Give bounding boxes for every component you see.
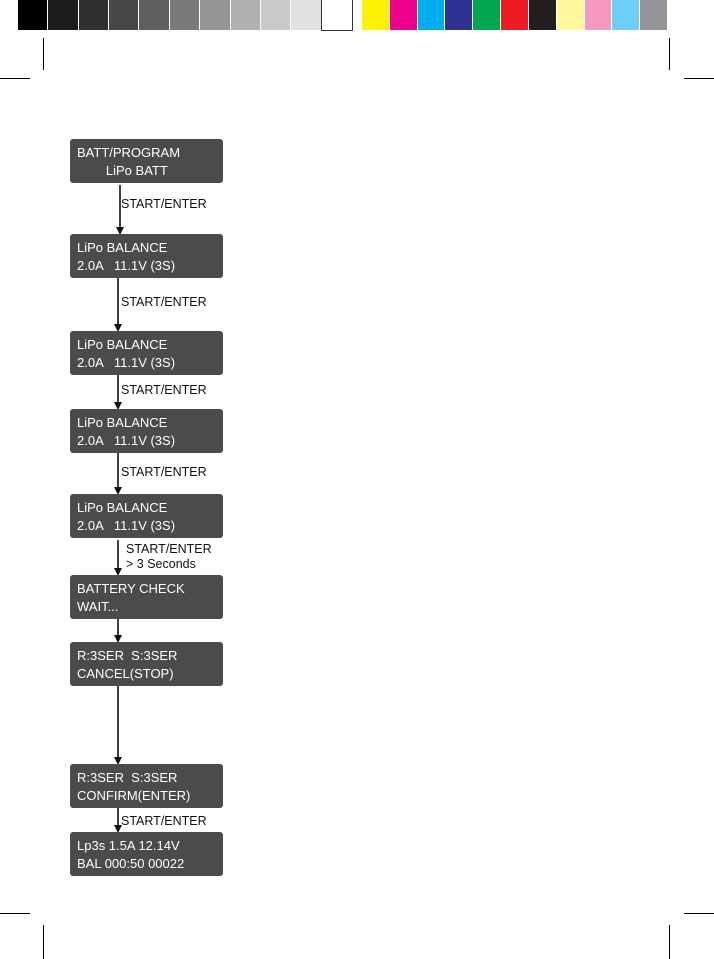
lcd-line: 2.0A 11.1V (3S) — [77, 355, 176, 370]
step-label: START/ENTER — [121, 814, 207, 828]
lcd-line: BAL 000:50 00022 — [77, 856, 185, 871]
lcd-line: LiPo BATT — [77, 163, 168, 178]
lcd-line: 2.0A 11.1V (3S) — [77, 433, 176, 448]
lcd-line: WAIT... — [77, 599, 119, 614]
lcd-line: LiPo BALANCE — [77, 240, 168, 255]
step-label: START/ENTER — [121, 383, 207, 397]
lcd-screen-lipo-balance — [70, 331, 223, 375]
lcd-line: CANCEL(STOP) — [77, 666, 174, 681]
step-label: START/ENTER — [121, 465, 207, 479]
step-sublabel: > 3 Seconds — [126, 557, 196, 571]
lcd-screen-confirm — [70, 764, 223, 808]
lcd-line: LiPo BALANCE — [77, 500, 168, 515]
lcd-line: BATTERY CHECK — [77, 581, 185, 596]
lcd-screen-lipo-balance — [70, 234, 223, 278]
lcd-line: 2.0A 11.1V (3S) — [77, 518, 176, 533]
lcd-line: BATT/PROGRAM — [77, 145, 181, 160]
lcd-line: R:3SER S:3SER — [77, 648, 178, 663]
lcd-screen-batt-program — [70, 139, 223, 183]
lcd-screen-balance-running — [70, 832, 223, 876]
lcd-line: CONFIRM(ENTER) — [77, 788, 191, 803]
step-label: START/ENTER — [121, 295, 207, 309]
lcd-line: 2.0A 11.1V (3S) — [77, 258, 176, 273]
step-label: START/ENTER — [121, 197, 207, 211]
lcd-screen-lipo-balance-blinking — [70, 409, 223, 453]
lcd-screen-lipo-balance — [70, 494, 223, 538]
lcd-line: LiPo BALANCE — [77, 337, 168, 352]
lcd-line: R:3SER S:3SER — [77, 770, 178, 785]
lcd-line: LiPo BALANCE — [77, 415, 168, 430]
step-label: START/ENTER — [126, 542, 212, 556]
lcd-screen-cancel — [70, 642, 223, 686]
lcd-screen-battery-check — [70, 575, 223, 619]
lcd-line: Lp3s 1.5A 12.14V — [77, 838, 180, 853]
